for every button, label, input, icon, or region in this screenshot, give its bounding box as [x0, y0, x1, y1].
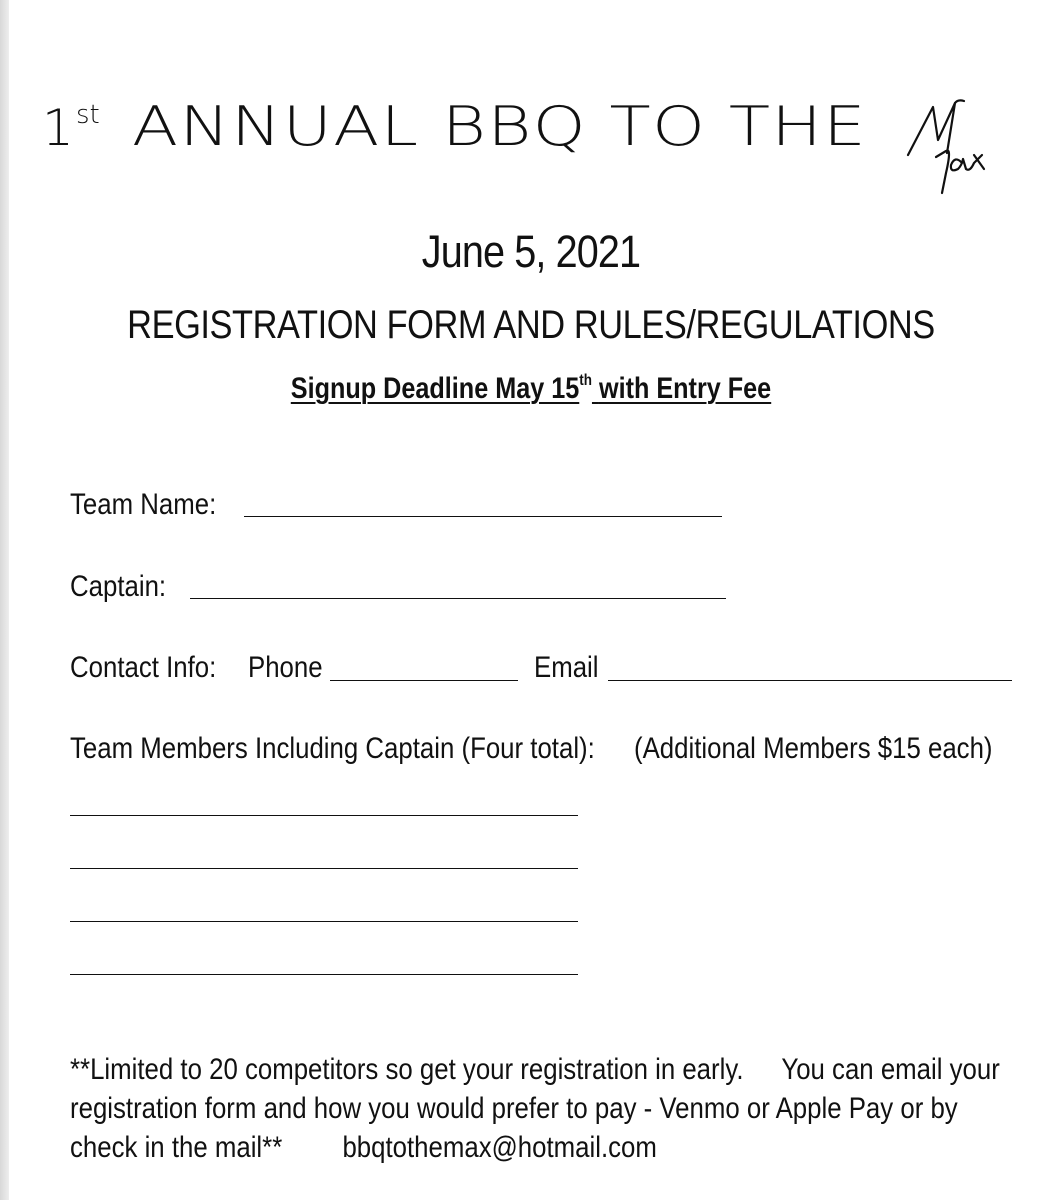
deadline-text-before: Signup Deadline May 15 [290, 372, 580, 405]
captain-field[interactable] [190, 598, 726, 599]
team-name-field[interactable] [244, 516, 722, 517]
team-member-field-2[interactable] [70, 868, 578, 869]
team-members-label: Team Members Including Captain (Four total): [70, 732, 595, 765]
team-name-label: Team Name: [70, 488, 217, 521]
note-line2: registration form and how you would prefer to pay - Venmo or Apple Pay or by [70, 1092, 958, 1125]
event-date: June 5, 2021 [421, 226, 641, 277]
title-superscript: st [76, 100, 100, 130]
signature-max [908, 100, 984, 193]
title-main: ANNUAL BBQ TO THE [132, 95, 867, 158]
additional-members-note: (Additional Members $15 each) [634, 732, 993, 765]
team-member-field-3[interactable] [70, 921, 578, 922]
email-label: Email [534, 651, 599, 684]
deadline-text-after: with Entry Fee [598, 372, 772, 405]
captain-label: Captain: [70, 570, 167, 603]
form-heading: REGISTRATION FORM AND RULES/REGULATIONS [127, 303, 935, 347]
note-line3a: check in the mail** [70, 1131, 283, 1164]
phone-field[interactable] [330, 680, 518, 681]
registration-note [70, 1050, 1007, 1167]
phone-label: Phone [248, 651, 323, 684]
signup-deadline [85, 372, 977, 406]
title-prefix: 1 [42, 99, 74, 157]
deadline-superscript: th [579, 372, 592, 389]
note-line1a: **Limited to 20 competitors so get your registration in early. [70, 1053, 744, 1086]
contact-email: bbqtothemax@hotmail.com [342, 1131, 657, 1164]
team-member-field-4[interactable] [70, 974, 578, 975]
page-left-edge [0, 0, 9, 1200]
team-member-field-1[interactable] [70, 815, 578, 816]
handwritten-title [40, 93, 1040, 193]
email-field[interactable] [608, 680, 1012, 681]
note-line1b: You can email your [781, 1053, 1000, 1086]
contact-info-label: Contact Info: [70, 651, 217, 684]
